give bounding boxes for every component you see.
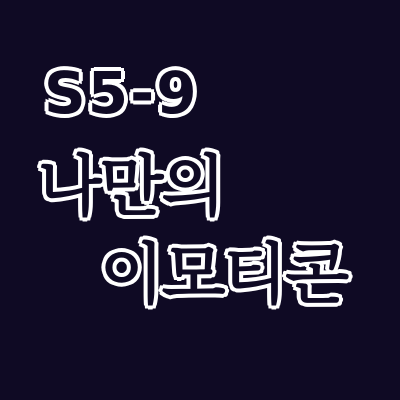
- title-line-1: 나만의: [38, 148, 224, 225]
- code-label: S5-9: [44, 59, 199, 127]
- title-line-2: 이모티콘: [100, 236, 348, 313]
